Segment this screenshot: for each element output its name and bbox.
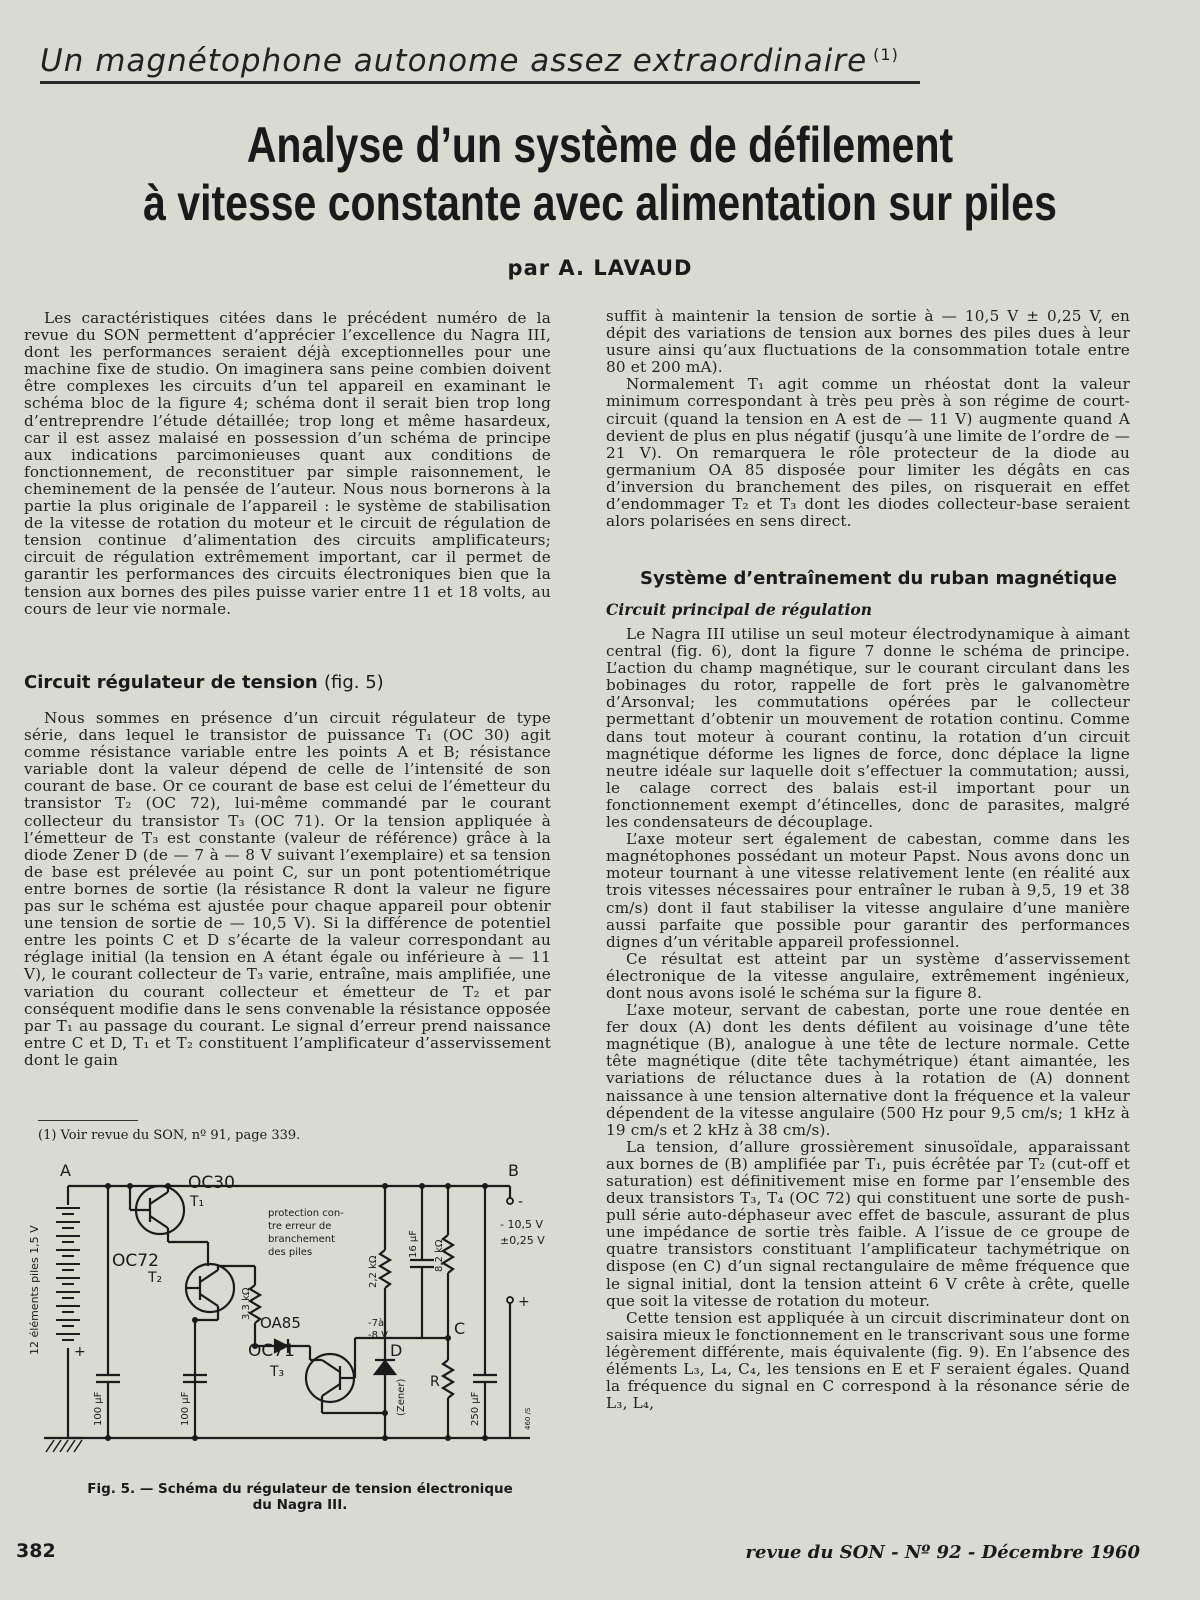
subheading-main-regulation: Circuit principal de régulation [606,600,873,619]
page-number: 382 [16,1540,56,1562]
section-heading-fig: (fig. 5) [324,672,384,693]
footnote: (1) Voir revue du SON, nº 91, page 339. [38,1128,301,1143]
intro-paragraph: Les caractéristiques citées dans le précédent numéro de la revue du SON permettent d’apprécier l’excellence du Nagra III, dont les performances seraient déjà exceptionnelles pour une machine fixe de studio. On imaginera sans peine combien doivent être complexes les circuits d’un tel appareil en examinant le schéma bloc de la figure 4; schéma dont il serait bien trop long d’entreprendre l’étude détaillée; trop long et même hasardeux, car il est assez malaisé en possession d’un schéma de principe aux indications parcimonieuses quant aux conditions de fonctionnement, de reconstituer par simple raisonnement, le cheminement de la pensée de l’auteur. Nous nous bornerons à la partie la plus originale de l’appareil : le système de stabilisation de la vitesse de rotation du moteur et le circuit de régulation de tension continue d’alimentation des circuits amplificateurs; circuit de régulation extrêmement important, car il permet de garantir les performances des circuits électroniques bien que la tension aux bornes des piles puisse varier entre 11 et 18 volts, au cours de leur vie normale. [24,309,551,618]
right-paragraph-3: Le Nagra III utilise un seul moteur électrodynamique à aimant central (fig. 6), dont la figure 7 donne le schéma de principe. L’action du champ magnétique, sur le courant circulant dans les bobinages du rotor, rappelle de fort près le galvanomètre d’Arsonval; les commutations opérées par le collecteur permettant d’obtenir un mouvement de rotation continu. Comme dans tout moteur à courant continu, la rotation d’un circuit magnétique déforme les lignes de force, donc déplace la ligne neutre idéale sur laquelle doit s’effectuer la commutation; aussi, le calage correct des balais est-il important pour un fonctionnement exempt d’étincelles, donc de parasites, malgré les condensateurs de découplage. [606,625,1130,832]
right-paragraph-2: Normalement T₁ agit comme un rhéostat dont la valeur minimum correspondant à très peu près à son régime de court-circuit (quand la tension en A est de — 11 V) augmente quand A devient de plus en plus négatif (jusqu’à une limite de l’ordre de — 21 V). On remarquera le rôle protecteur de la diode au germanium OA 85 disposée pour limiter les dégâts en cas d’inversion du branchement des piles, on risquerait en effet d’endommager T₂ et T₃ dont les diodes collecteur-base seraient alors polarisées en sens direct. [606,375,1130,531]
label-battery: 12 éléments piles 1,5 V [28,1225,41,1355]
protection-note-3: branchement [268,1234,336,1245]
t2-collector [200,1294,218,1306]
label-r-3k3: 3,3 kΩ [241,1287,252,1320]
title-line-1: Analyse d’un système de défilement [246,117,954,173]
label-out-tolerance: ±0,25 V [500,1234,545,1247]
protection-note-4: des piles [268,1247,313,1258]
label-t3-type: OC71 [248,1341,295,1361]
label-c-100-b: 100 µF [180,1391,191,1426]
protection-note-1: protection con- [268,1208,344,1219]
zener-triangle [375,1361,395,1374]
label-point-d: D [390,1341,403,1360]
figure-caption-line-2: du Nagra III. [252,1497,348,1513]
label-t2: T₂ [148,1270,163,1286]
label-out-minus: - [518,1194,524,1210]
t1-emitter [150,1192,168,1204]
protection-note-2: tre erreur de [268,1221,332,1232]
label-zener-v1: -7à [368,1318,385,1329]
label-t1-type: OC30 [188,1173,235,1193]
right-paragraph-6: L’axe moteur, servant de cabestan, porte une roue dentée en fer doux (A) dont les dents défilent au voisinage d’une tête magnétique (B), analogue à une tête de lecture normale. Cette tête magnétique (dite tête tachymétrique) étant aimantée, les variations de réluctance dues à la rotation de (A) donnent naissance à une tension alternative dont la fréquence et la valeur dépendent de la vitesse angulaire (500 Hz pour 9,5 cm/s; 1 kHz à 19 cm/s et 2 kHz à 38 cm/s). [606,1001,1130,1139]
regulator-paragraph: Nous sommes en présence d’un circuit régulateur de type série, dans lequel le transistor de puissance T₁ (OC 30) agit comme résistance variable entre les points A et B; résistance variable dont la valeur dépend de celle de l’intensité de son courant de base. Or ce courant de base est celui de l’émetteur du transistor T₂ (OC 72), lui-même commandé par le courant collecteur du transistor T₃ (OC 71). Or la tension appliquée à l’émetteur de T₃ est constante (valeur de référence) grâce à la diode Zener D (de — 7 à — 8 V suivant l’exemplaire) et sa tension de base est prélevée au point C, sur un pont potentiométrique entre bornes de sortie (la résistance R dont la valeur ne figure pas sur le schéma est ajustée pour chaque appareil pour obtenir une tension de sortie de — 10,5 V). Si la différence de potentiel entre les points C et D s’écarte de la valeur correspondant au réglage initial (la tension en A étant égale ou inférieure à — 11 V), le courant collecteur de T₃ varie, entraîne, mais amplifiée, une variation du courant collecteur et émetteur de T₂ et par conséquent modifie dans le sens convenable la résistance opposée par T₁ au passage du courant. Le signal d’erreur prend naissance entre C et D, T₁ et T₂ constituent l’amplificateur d’asservissement dont le gain [24,709,551,1069]
label-point-b: B [508,1161,519,1180]
resistor-2k2 [380,1250,390,1288]
label-point-a: A [60,1161,71,1180]
publication-folio: revue du SON - Nº 92 - Décembre 1960 [745,1542,1140,1563]
regulator-schematic [30,1160,550,1475]
article-title [141,116,1059,232]
label-c-16: 16 µF [408,1229,419,1258]
title-line-2: à vitesse constante avec alimentation sur piles [143,175,1057,231]
label-c-250: 250 µF [470,1391,481,1426]
ground-hatch [46,1440,82,1452]
t2-emitter [200,1270,218,1282]
label-zener: (Zener) [396,1378,407,1416]
right-paragraph-7: La tension, d’allure grossièrement sinusoïdale, apparaissant aux bornes de (B) amplifiée par T₁, puis écrêtée par T₂ (cut-off et saturation) est définitivement mise en forme par l’ensemble des deux transistors T₃, T₄ (OC 72) qui constituent une sorte de push-pull série auto-déphaseur avec effet de bascule, assurant de plus une impédance de sortie très faible. A l’issue de ce groupe de quatre transistors constituant l’amplificateur tachymétrique on dispose (en C) d’un signal rectangulaire de même fréquence que le signal initial, dont la tension atteint 6 V crête à crête, quelle que soit la vitesse de rotation du moteur. [606,1137,1130,1310]
label-point-c: C [454,1319,466,1338]
right-column-top [606,308,1130,530]
label-t2-type: OC72 [112,1251,159,1271]
label-r-2k2: 2,2 kΩ [368,1255,379,1288]
left-column-intro [24,310,551,618]
label-r-8k2: 8,2 kΩ [434,1239,445,1272]
right-paragraph-1: suffit à maintenir la tension de sortie à — 10,5 V ± 0,25 V, en dépit des variations de tension aux bornes des piles dues à leur usure ainsi qu’aux fluctuations de la consommation totale entre 80 et 200 mA). [606,307,1130,377]
label-battery-plus: + [74,1344,86,1360]
label-out-voltage: - 10,5 V [500,1218,543,1231]
terminal-minus [507,1198,513,1204]
battery-cells [56,1208,80,1340]
label-r: R [430,1374,440,1390]
terminal-plus [507,1297,513,1303]
series-title [40,44,920,84]
author-byline: par A. LAVAUD [507,256,693,280]
label-t3: T₃ [270,1364,285,1380]
label-zener-v2: -8 V [368,1330,388,1341]
label-c-100-a: 100 µF [93,1391,104,1426]
section-heading-tape-drive: Système d’entraînement du ruban magnétique [640,568,1117,589]
resistor-r [443,1360,453,1398]
section-heading-voltage-regulator [24,672,384,693]
label-ref-code: 460 /S [524,1407,532,1430]
right-paragraph-4: L’axe moteur sert également de cabestan, comme dans les magnétophones possédant un moteur Papst. Nous avons donc un moteur tournant à une vitesse relativement lente (en réalité aux trois vitesses nécessaires pour entraîner le ruban à 9,5, 19 et 38 cm/s) dont il faut stabiliser la vitesse angulaire d’une manière aussi parfaite que possible pour garantir des performances dignes d’un véritable appareil professionnel. [606,830,1130,951]
right-paragraph-5: Ce résultat est atteint par un système d’asservissement électronique de la vitesse angulaire, extrêmement ingénieux, dont nous avons isolé le schéma sur la figure 8. [606,949,1130,1002]
series-note: (1) [873,44,899,64]
right-paragraph-8: Cette tension est appliquée à un circuit discriminateur dont on saisira mieux le fonctionnement en le transcrivant sous une forme légèrement différente, mais équivalente (fig. 9). En l’absence des éléments L₃, L₄, C₄, les tensions en E et F seraient égales. Quand la fréquence du signal en C correspond à la résonance série de L₃, L₄, [606,1308,1130,1413]
footnote-rule [38,1120,138,1121]
section-heading-text: Circuit régulateur de tension [24,672,318,693]
figure-caption-line-1: Fig. 5. — Schéma du régulateur de tension électronique [87,1481,513,1497]
label-out-plus: + [518,1294,530,1310]
label-t1: T₁ [190,1194,205,1210]
series-title-text: Un magnétophone autonome assez extraordinaire [40,43,868,79]
right-column-body [606,626,1130,1412]
left-column-section [24,710,551,1069]
figure-caption [40,1481,560,1513]
label-oa85: OA85 [260,1314,301,1332]
t3-collector [322,1360,340,1372]
t1-collector [150,1216,168,1228]
t3-emitter [322,1384,340,1396]
